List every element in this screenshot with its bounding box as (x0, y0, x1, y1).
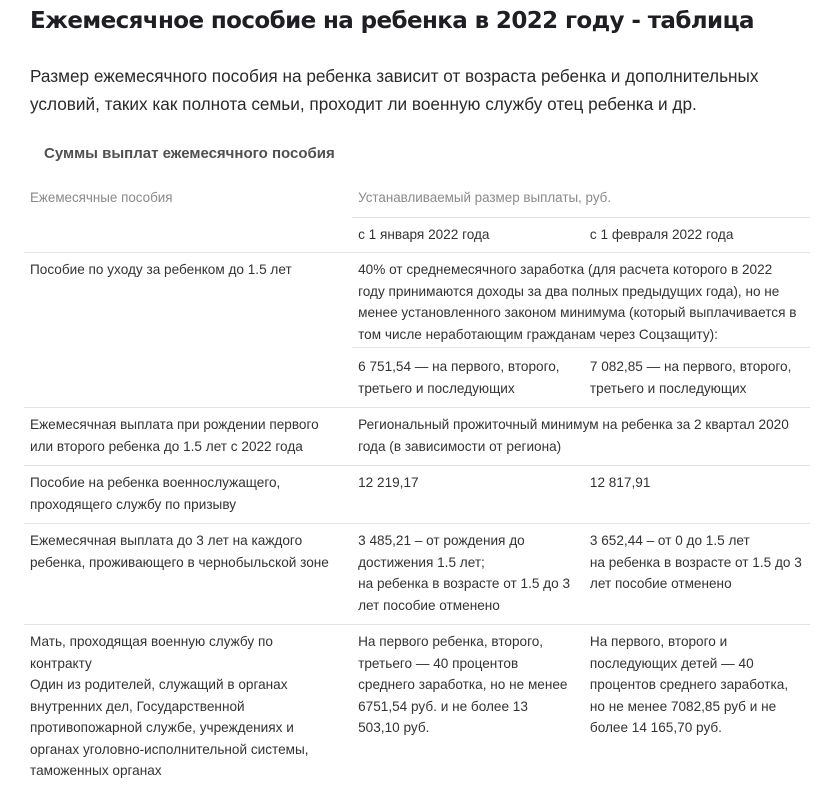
table-row (24, 408, 810, 466)
row-label-chernobyl: Ежемесячная выплата до 3 лет на каждого ребенка, проживающего в чернобыльской зоне (24, 524, 352, 625)
intro-paragraph: Размер ежемесячного пособия на ребенка зависит от возраста ребенка и дополнительных условий, таких как полнота семьи, проходит ли военную службу отец ребенка и др. (30, 66, 759, 114)
table-row (24, 524, 810, 625)
row-label-care: Пособие по уходу за ребенком до 1.5 лет (24, 253, 352, 408)
table-row (24, 466, 810, 524)
birth-value: Региональный прожиточный минимум на ребенка за 2 квартал 2020 года (в зависимости от региона) (352, 408, 810, 466)
row-label-contract: Мать, проходящая военную службу по контракту Один из родителей, служащий в органах внутренних дел, Государственной противопожарной службе, учреждениях и органах уголовно-исполнительной системы, таможенных органах (24, 625, 352, 790)
header-benefit-type: Ежемесячные пособия (30, 190, 173, 205)
contract-feb-value: На первого, второго и последующих детей — 40 процентов среднего заработка, но не менее 7082,85 руб и не более 14 165,70 руб. (584, 625, 810, 790)
row-label-birth: Ежемесячная выплата при рождении первого или второго ребенка до 1.5 лет с 2022 года (24, 408, 352, 466)
header-from-january: с 1 января 2022 года (352, 217, 584, 253)
page-title: Ежемесячное пособие на ребенка в 2022 году - таблица (30, 8, 754, 34)
table-caption: Суммы выплат ежемесячного пособия (44, 145, 335, 162)
header-payment-amount: Устанавливаемый размер выплаты, руб. (358, 190, 612, 205)
table-row (24, 253, 810, 348)
care-feb-value: 7 082,85 — на первого, второго, третьего и последующих (584, 348, 810, 408)
chernobyl-feb-value: 3 652,44 – от 0 до 1.5 лет на ребенка в возрасте от 1.5 до 3 лет пособие отменено (584, 524, 810, 625)
care-jan-value: 6 751,54 — на первого, второго, третьего и последующих (352, 348, 584, 408)
conscript-feb-value: 12 817,91 (584, 466, 810, 524)
care-note: 40% от среднемесячного заработка (для расчета которого в 2022 году принимаются доходы за два полных предыдущих года), но не менее установленного законом минимума (который выплачивается в том числе неработающим гражданам через Соцзащиту): (352, 253, 810, 348)
row-label-conscript: Пособие на ребенка военнослужащего, проходящего службу по призыву (24, 466, 352, 524)
conscript-jan-value: 12 219,17 (352, 466, 584, 524)
contract-jan-value: На первого ребенка, второго, третьего — 40 процентов среднего заработка, но не менее 6751,54 руб. и не более 13 503,10 руб. (352, 625, 584, 790)
chernobyl-jan-value: 3 485,21 – от рождения до достижения 1.5 лет; на ребенка в возрасте от 1.5 до 3 лет пособие отменено (352, 524, 584, 625)
benefits-table (24, 176, 810, 790)
table-header-row (24, 176, 810, 217)
table-row (24, 625, 810, 790)
header-from-february: с 1 февраля 2022 года (584, 217, 810, 253)
